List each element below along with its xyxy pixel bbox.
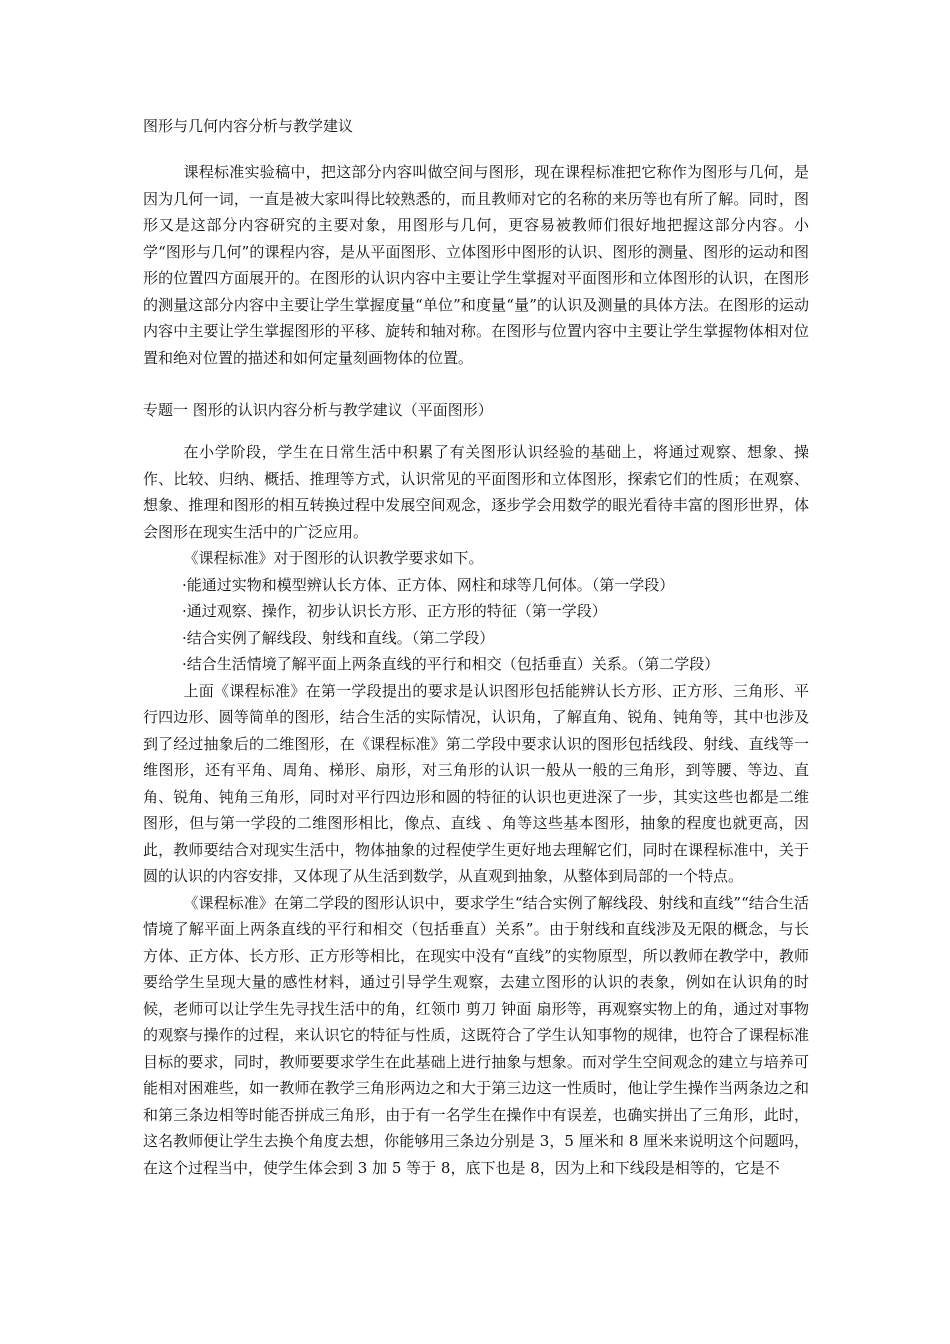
document-page (143, 113, 809, 1181)
intro-paragraph: 课程标准实验稿中，把这部分内容叫做空间与图形，现在课程标准把它称作为图形与几何，是因为几何一词，一直是被大家叫得比较熟悉的，而且教师对它的名称的来历等也有所了解。同时，图形又是这部分内容研究的主要对象，用图形与几何，更容易被教师们很好地把握这部分内容。小学“图形与几何”的课程内容，是从平面图形、立体图形中图形的认识、图形的测量、图形的运动和图形的位置四方面展开的。在图形的认识内容中主要让学生掌握对平面图形和立体图形的认识，在图形的测量这部分内容中主要让学生掌握度量“单位”和度量“量”的认识及测量的具体方法。在图形的运动内容中主要让学生掌握图形的平移、旋转和轴对称。在图形与位置内容中主要让学生掌握物体相对位置和绝对位置的描述和如何定量刻画物体的位置。 (143, 163, 809, 367)
topic-paragraph: 在小学阶段，学生在日常生活中积累了有关图形认识经验的基础上，将通过观察、想象、操作、比较、归纳、概括、推理等方式，认识常见的平面图形和立体图形，探索它们的性质；在观察、想象、推理和图形的相互转换过程中发展空间观念，逐步学会用数学的眼光看待丰富的图形世界，体会图形在现实生活中的广泛应用。 (143, 443, 809, 541)
requirement-item: ·结合实例了解线段、射线和直线。（第二学段） (182, 628, 495, 647)
requirement-item: ·能通过实物和模型辨认长方体、正方体、网柱和球等几何体。（第一学段） (182, 575, 675, 594)
body-paragraph: 上面《课程标准》在第一学段提出的要求是认识图形包括能辨认长方形、正方形、三角形、平行四边形、圆等简单的图形，结合生活的实际情况，认识角，了解直角、锐角、钝角等，其中也涉及到了经过抽象后的二维图形，在《课程标准》第二学段中要求认识的图形包括线段、射线、直线等一维图形，还有平角、周角、梯形、扇形，对三角形的认识一般从一般的三角形，到等腰、等边、直角、锐角、钝角三角形，同时对平行四边形和圆的特征的认识也更进深了一步，其实这些也都是二维图形，但与第一学段的二维图形相比，像点、直线 、角等这些基本图形，抽象的程度也就更高，因此，教师要结合对现实生活中，物体抽象的过程使学生更好地去理解它们，同时在课程标准中，关于圆的认识的内容安排，又体现了从生活到数学，从直观到抽象，从整体到局部的一个特点。 (143, 681, 809, 885)
document-title: 图形与几何内容分析与教学建议 (143, 117, 354, 135)
requirement-item: ·结合生活情境了解平面上两条直线的平行和相交（包括垂直）关系。（第二学段） (182, 655, 720, 673)
topic-heading: 专题一 图形的认识内容分析与教学建议（平面图形） (143, 401, 493, 419)
body-paragraph: 《课程标准》在第二学段的图形认识中，要求学生“结合实例了解线段、射线和直线”“结合生活情境了解平面上两条直线的平行和相交（包括垂直）关系”。由于射线和直线涉及无限的概念，与长方体、正方体、长方形、正方形等相比，在现实中没有“直线”的实物原型，所以教师在教学中，教师要给学生呈现大量的感性材料，通过引导学生观察，去建立图形的认识的表象，例如在认识角的时候，老师可以让学生先寻找生活中的角，红领巾 剪刀 钟面 扇形等，再观察实物上的角，通过对事物的观察与操作的过程，来认识它的特征与性质，这既符合了学生认知事物的规律，也符合了课程标准目标的要求，同时，教师要要求学生在此基础上进行抽象与想象。而对学生空间观念的建立与培养可能相对困难些，如一教师在教学三角形两边之和大于第三边这一性质时，他让学生操作当两条边之和和第三条边相等时能否拼成三角形，由于有一名学生在操作中有误差，也确实拼出了三角形，此时，这名教师便让学生去换个角度去想，你能够用三条边分别是 3，5 厘米和 8 厘米来说明这个问题吗，在这个过程当中，使学生体会到 3 加 5 等于 8，底下也是 8，因为上和下线段是相等的，它是不 (143, 893, 809, 1177)
requirement-item: ·通过观察、操作，初步认识长方形、正方形的特征（第一学段） (182, 602, 607, 620)
standard-intro: 《课程标准》对于图形的认识教学要求如下。 (183, 549, 484, 567)
